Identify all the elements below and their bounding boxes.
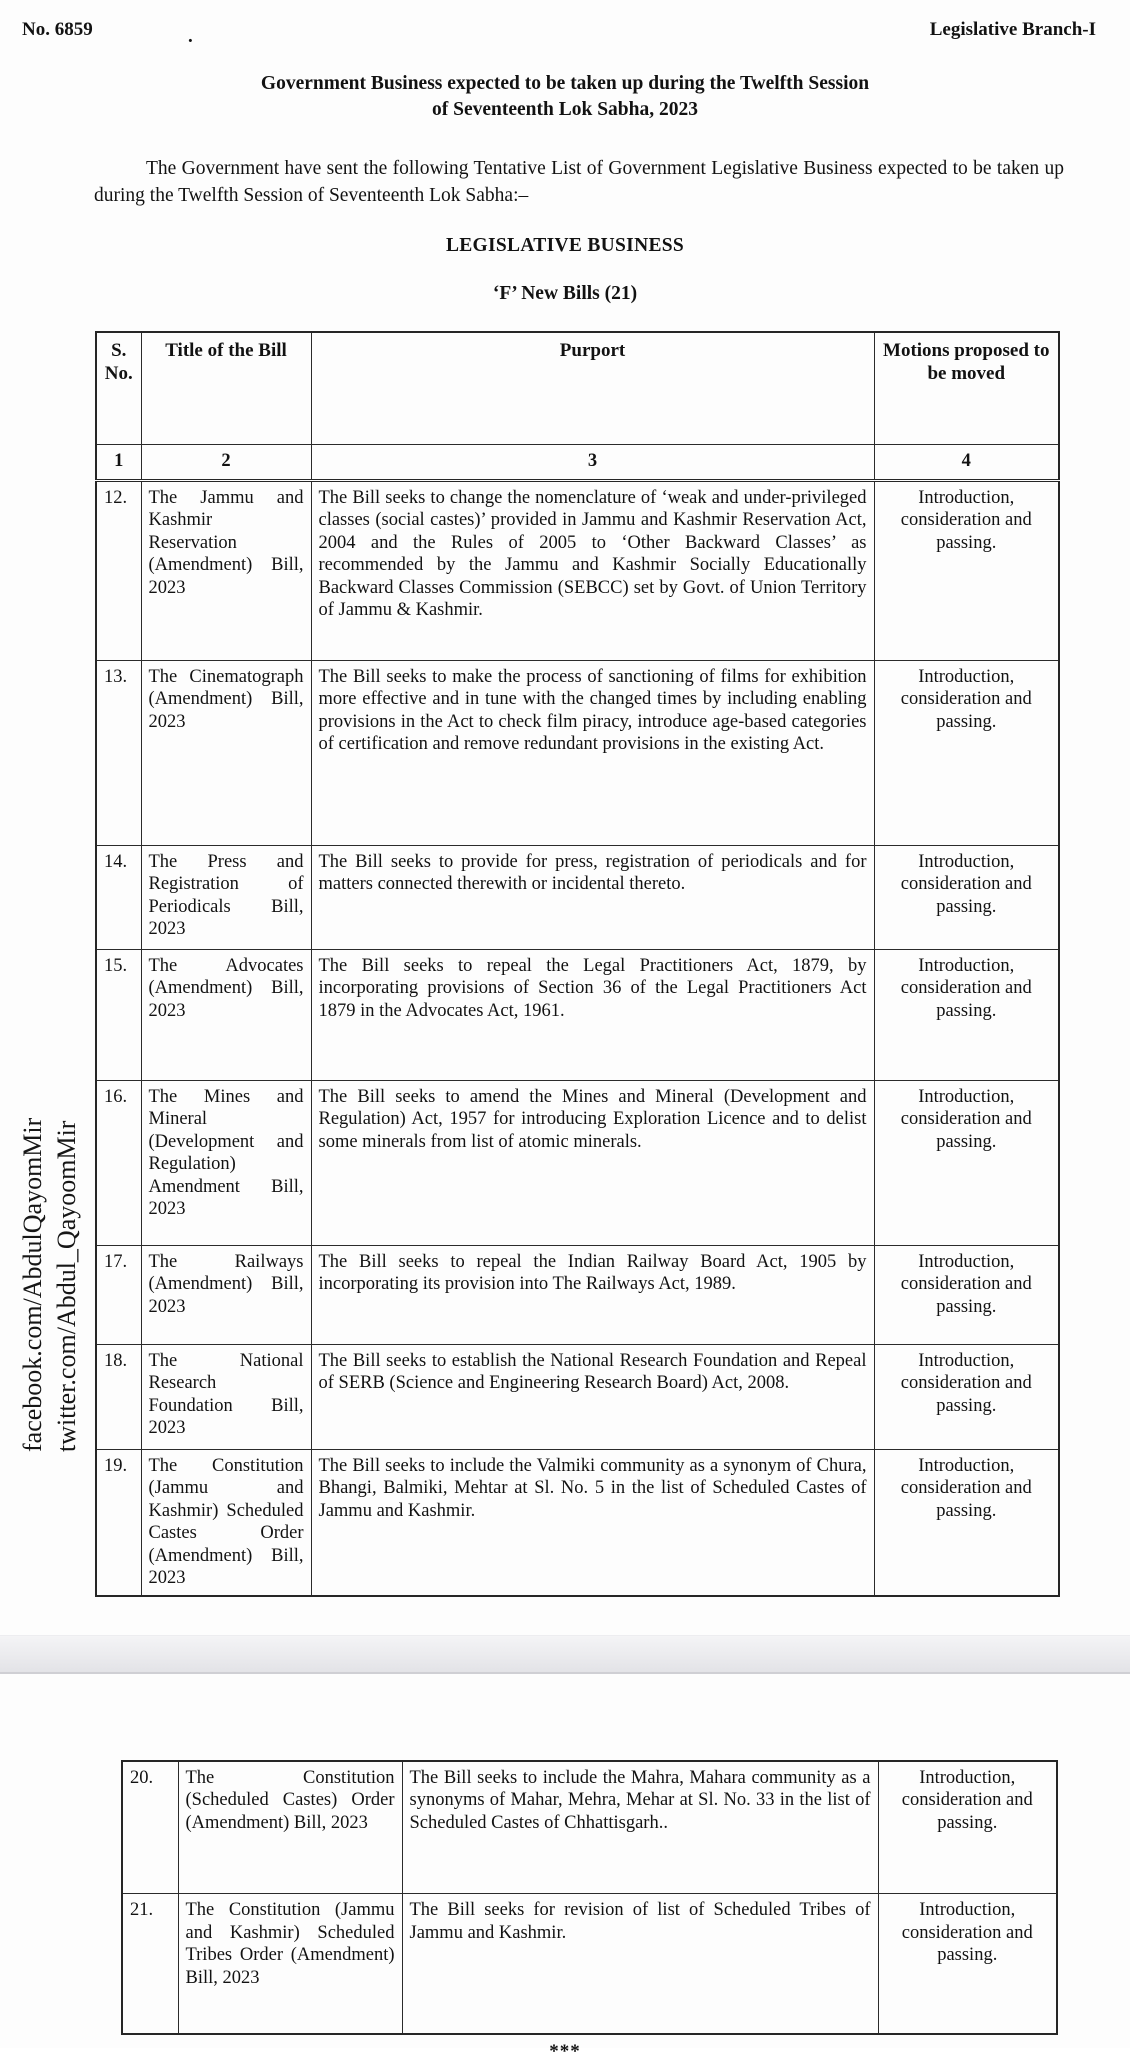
page-break <box>0 1635 1130 1674</box>
purport-cell: The Bill seeks to amend the Mines and Mineral (Development and Regulation) Act, 1957 for introducing Exploration Licence and to delist some minerals from list of atomic minerals. <box>311 1080 874 1245</box>
sno-cell: 18. <box>96 1344 141 1449</box>
sno-cell: 16. <box>96 1080 141 1245</box>
title-cell: The Advocates (Amendment) Bill, 2023 <box>141 949 311 1080</box>
motions-cell: Introduction, consideration and passing. <box>878 1761 1057 1894</box>
motions-cell: Introduction, consideration and passing. <box>878 1894 1057 2034</box>
sno-cell: 19. <box>96 1449 141 1596</box>
header-title-of-bill: Title of the Bill <box>141 332 311 444</box>
table-row <box>96 1080 1059 1245</box>
page-2 <box>0 1760 1130 2063</box>
table-row <box>96 1344 1059 1449</box>
document-title <box>0 71 1130 123</box>
purport-cell: The Bill seeks to provide for press, registration of periodicals and for matters connected therewith or incidental thereto. <box>311 845 874 949</box>
sno-cell: 14. <box>96 845 141 949</box>
purport-cell: The Bill seeks to repeal the Indian Railway Board Act, 1905 by incorporating its provision into The Railways Act, 1989. <box>311 1245 874 1344</box>
table-header-row <box>96 332 1059 444</box>
sno-cell: 12. <box>96 480 141 660</box>
title-cell: The Constitution (Jammu and Kashmir) Scheduled Castes Order (Amendment) Bill, 2023 <box>141 1449 311 1596</box>
table-row <box>96 1245 1059 1344</box>
purport-cell: The Bill seeks to include the Valmiki community as a synonym of Chura, Bhangi, Balmiki, Mehtar at Sl. No. 5 in the list of Scheduled Castes of Jammu and Kashmir. <box>311 1449 874 1596</box>
document-title-line-2: of Seventeenth Lok Sabha, 2023 <box>432 99 698 120</box>
title-cell: The Cinematograph (Amendment) Bill, 2023 <box>141 660 311 845</box>
title-cell: The Railways (Amendment) Bill, 2023 <box>141 1245 311 1344</box>
title-cell: The Press and Registration of Periodicals Bill, 2023 <box>141 845 311 949</box>
title-cell: The Jammu and Kashmir Reservation (Amendment) Bill, 2023 <box>141 480 311 660</box>
subsection-heading: ‘F’ New Bills (21) <box>492 283 638 304</box>
purport-cell: The Bill seeks to include the Mahra, Mahara community as a synonyms of Mahar, Mehra, Mehar at Sl. No. 33 in the list of Scheduled Castes of Chhattisgarh.. <box>402 1761 878 1894</box>
end-mark: *** <box>549 2040 581 2062</box>
motions-cell: Introduction, consideration and passing. <box>874 845 1059 949</box>
sno-cell: 13. <box>96 660 141 845</box>
sno-cell: 15. <box>96 949 141 1080</box>
table-row <box>122 1894 1057 2034</box>
title-cell: The Constitution (Scheduled Castes) Order (Amendment) Bill, 2023 <box>178 1761 402 1894</box>
purport-cell: The Bill seeks to repeal the Legal Practitioners Act, 1879, by incorporating provisions of Section 36 of the Legal Practitioners Act 1879 in the Advocates Act, 1961. <box>311 949 874 1080</box>
purport-cell: The Bill seeks to make the process of sanctioning of films for exhibition more effective and in tune with the changed times by including enabling provisions in the Act to check film piracy, introduce age-based categories of certification and remove redundant provisions in the existing Act. <box>311 660 874 845</box>
motions-cell: Introduction, consideration and passing. <box>874 949 1059 1080</box>
section-heading: LEGISLATIVE BUSINESS <box>445 235 685 256</box>
header-purport: Purport <box>311 332 874 444</box>
column-number-2: 2 <box>141 444 311 480</box>
title-cell: The National Research Foundation Bill, 2023 <box>141 1344 311 1449</box>
purport-cell: The Bill seeks to change the nomenclature of ‘weak and under-privileged classes (social castes)’ provided in Jammu and Kashmir Reservation Act, 2004 and the Rules of 2005 to ‘Other Backward Classes’ as recommended by the Jammu and Kashmir Socially Educationally Backward Classes Commission (SEBCC) set by Govt. of Union Territory of Jammu & Kashmir. <box>311 480 874 660</box>
document-number: No. 6859 <box>22 19 93 40</box>
column-number-row <box>96 444 1059 480</box>
document-header <box>0 0 1130 41</box>
intro-paragraph: The Government have sent the following Tentative List of Government Legislative Business expected to be taken up during the Twelfth Session of Seventeenth Lok Sabha:– <box>94 158 1064 206</box>
table-row <box>122 1761 1057 1894</box>
purport-cell: The Bill seeks for revision of list of Scheduled Tribes of Jammu and Kashmir. <box>402 1894 878 2034</box>
watermark-facebook-url: facebook.com/AbdulQayomMir <box>18 1117 47 1452</box>
title-cell: The Mines and Mineral (Development and Regulation) Amendment Bill, 2023 <box>141 1080 311 1245</box>
table-row <box>96 480 1059 660</box>
column-number-1: 1 <box>96 444 141 480</box>
watermark-twitter-url: twitter.com/Abdul_QayoomMir <box>52 1120 81 1452</box>
motions-cell: Introduction, consideration and passing. <box>874 1449 1059 1596</box>
bills-table-page-1 <box>95 331 1060 1597</box>
header-motions: Motions proposed to be moved <box>874 332 1059 444</box>
table-row <box>96 949 1059 1080</box>
branch-label: Legislative Branch-I <box>929 19 1096 40</box>
stray-dot: . <box>188 26 193 47</box>
document-title-line-1: Government Business expected to be taken up during the Twelfth Session <box>260 73 870 94</box>
motions-cell: Introduction, consideration and passing. <box>874 480 1059 660</box>
table-row <box>96 845 1059 949</box>
sno-cell: 17. <box>96 1245 141 1344</box>
table-row <box>96 1449 1059 1596</box>
sno-cell: 21. <box>122 1894 178 2034</box>
sno-cell: 20. <box>122 1761 178 1894</box>
motions-cell: Introduction, consideration and passing. <box>874 1245 1059 1344</box>
purport-cell: The Bill seeks to establish the National Research Foundation and Repeal of SERB (Science and Engineering Research Board) Act, 2008. <box>311 1344 874 1449</box>
table-row <box>96 660 1059 845</box>
motions-cell: Introduction, consideration and passing. <box>874 1344 1059 1449</box>
header-s-no: S. No. <box>96 332 141 444</box>
column-number-4: 4 <box>874 444 1059 480</box>
motions-cell: Introduction, consideration and passing. <box>874 660 1059 845</box>
bills-table-page-2 <box>121 1760 1058 2035</box>
column-number-3: 3 <box>311 444 874 480</box>
title-cell: The Constitution (Jammu and Kashmir) Scheduled Tribes Order (Amendment) Bill, 2023 <box>178 1894 402 2034</box>
motions-cell: Introduction, consideration and passing. <box>874 1080 1059 1245</box>
